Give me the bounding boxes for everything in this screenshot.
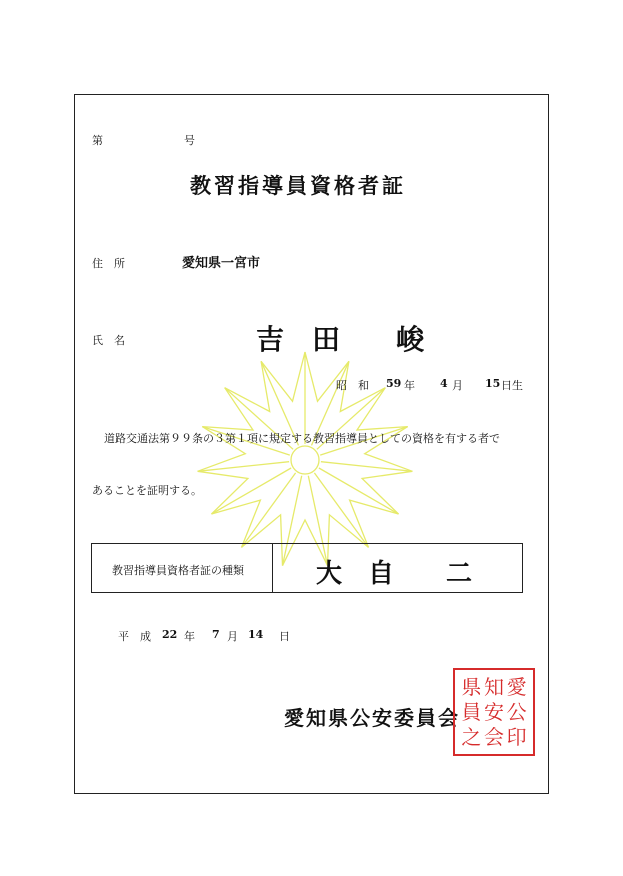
address-label: 住 所 [92,257,125,270]
birth-year: 59 [386,377,402,390]
birth-day: 15 [485,377,501,390]
seal-char: 愛 [506,675,527,700]
issue-year: 22 [162,628,178,641]
address-value: 愛知県一宮市 [182,256,261,271]
issue-year-unit: 年 [184,630,195,643]
birth-day-unit: 日生 [501,379,523,392]
name-value: 吉 田 峻 [256,323,425,356]
number-suffix: 号 [184,134,195,147]
birth-month: 4 [440,377,448,390]
issue-day: 14 [248,628,264,641]
issuer-name: 愛知県公安委員会 [284,706,460,730]
issue-month: 7 [212,628,220,641]
seal-char: 員 [461,699,482,724]
seal-char: 知 [483,675,504,700]
license-type-label: 教習指導員資格者証の種類 [112,564,244,577]
seal-char: 安 [483,699,504,724]
license-type-value: 大 自 二 [316,559,473,589]
seal-char: 公 [506,699,527,724]
issue-month-unit: 月 [227,630,238,643]
seal-char: 印 [506,724,527,749]
birth-era: 昭 和 [336,379,369,392]
license-type-box [91,543,523,593]
license-type-divider [272,544,273,592]
issue-day-unit: 日 [279,630,290,643]
birth-year-unit: 年 [404,379,415,392]
seal-char: 県 [461,675,482,700]
number-prefix: 第 [92,134,103,147]
issue-era: 平 成 [118,630,151,643]
certificate-title: 教習指導員資格者証 [190,173,406,198]
statement-line-1: 道路交通法第９９条の３第１項に規定する教習指導員としての資格を有する者で [104,432,500,445]
name-label: 氏 名 [92,334,125,347]
seal-char: 会 [483,724,504,749]
seal-char: 之 [461,724,482,749]
official-seal-stamp [453,668,535,756]
birth-month-unit: 月 [452,379,463,392]
statement-line-2: あることを証明する。 [92,484,202,497]
